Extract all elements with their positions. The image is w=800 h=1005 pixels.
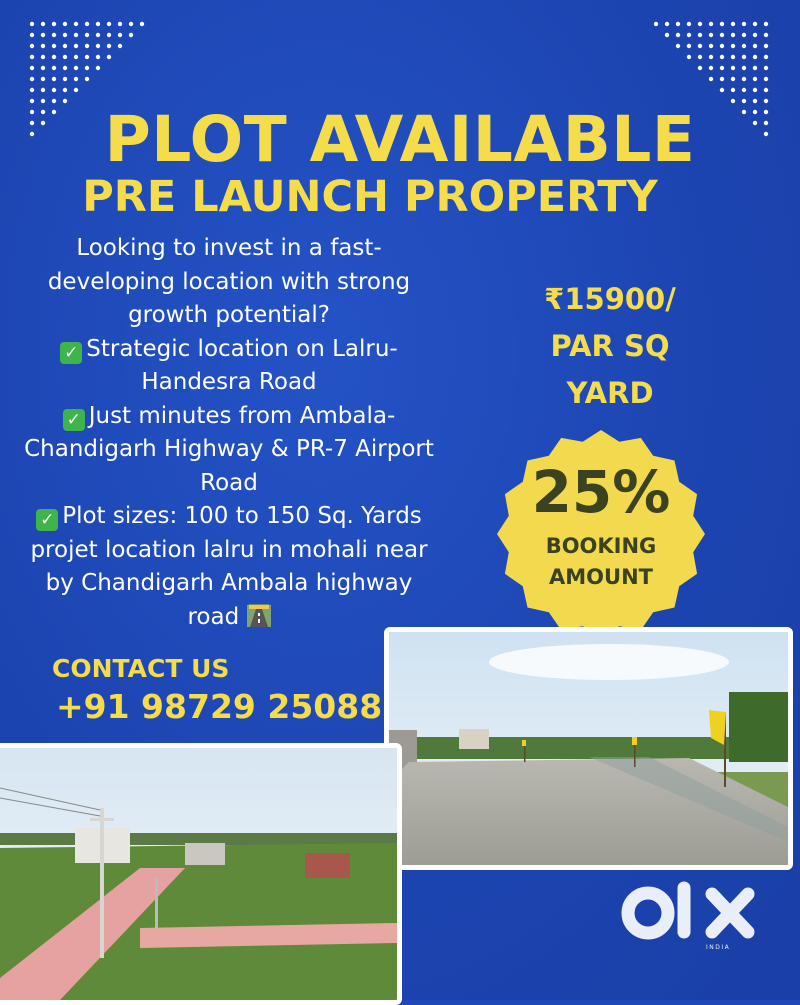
headline: PLOT AVAILABLE [104,103,696,176]
description-line-text: Plot sizes: 100 to 150 Sq. Yards [62,503,422,529]
description-line: Chandigarh Highway & PR-7 Airport [24,436,434,462]
contact-phone[interactable]: +91 98729 25088 [56,687,383,726]
description-line: by Chandigarh Ambala highway [45,570,413,596]
price-unit-line1: PAR SQ [550,329,670,363]
description-line [0,400,458,434]
description-line: developing location with strong [47,268,411,295]
booking-label [495,531,707,593]
description-line: projet location lalru in mohali near [30,536,428,563]
description-line-text: road [187,603,240,630]
site-photo-plots [0,743,402,1005]
booking-label-line1: BOOKING [545,534,657,558]
description-line-text: Strategic location on Lalru- [86,335,398,362]
check-mark-icon: ✓ [60,342,82,364]
price-amount: ₹15900/ [544,282,676,316]
subheadline: PRE LAUNCH PROPERTY [82,172,658,222]
booking-percent: 25% [531,458,671,526]
check-mark-icon: ✓ [63,409,85,431]
description-line: Handesra Road [141,369,317,395]
booking-label-line2: AMOUNT [549,565,653,589]
description-line-text: Just minutes from Ambala- [88,402,396,429]
contact-label: CONTACT US [52,654,230,683]
olx-logo [620,880,770,955]
description-line [0,333,458,367]
olx-logo-subtext: INDIA [706,944,731,951]
description-line: Looking to invest in a fast- [76,235,382,261]
description-line [0,500,458,534]
site-photo-road [384,627,793,870]
road-icon [247,604,271,626]
description-line: Road [200,469,258,496]
booking-badge [495,428,707,640]
description [0,232,458,634]
price-unit-line2: YARD [566,376,654,410]
check-mark-icon: ✓ [36,509,58,531]
price-per-sq-yard [520,276,700,417]
description-line: growth potential? [128,302,330,328]
